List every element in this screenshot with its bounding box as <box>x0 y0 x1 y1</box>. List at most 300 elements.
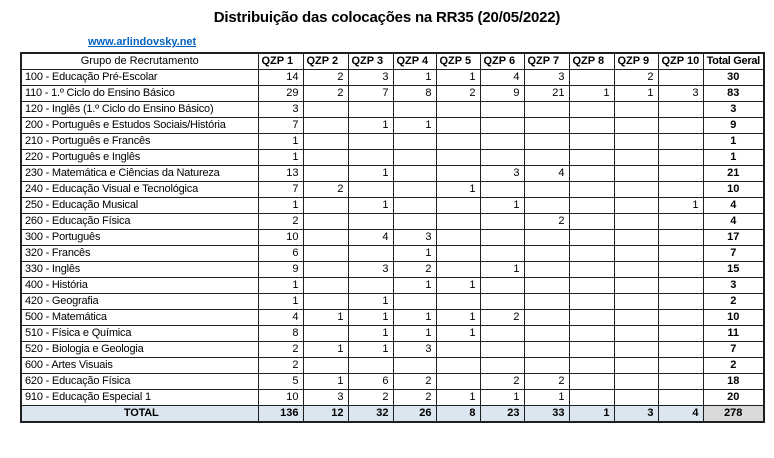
cell-qzp-9 <box>614 262 658 278</box>
cell-qzp-5: 1 <box>436 310 480 326</box>
cell-qzp-3: 1 <box>348 118 393 134</box>
cell-qzp-6: 1 <box>480 262 524 278</box>
row-label: 300 - Português <box>21 230 258 246</box>
row-label: 400 - História <box>21 278 258 294</box>
cell-qzp-10 <box>658 358 703 374</box>
cell-qzp-10 <box>658 310 703 326</box>
cell-qzp-2 <box>303 358 348 374</box>
table-row <box>21 390 764 406</box>
col-header-qzp-9: QZP 9 <box>614 53 658 70</box>
cell-qzp-4: 1 <box>393 70 436 86</box>
table-header-row <box>21 53 764 70</box>
cell-qzp-10 <box>658 134 703 150</box>
cell-qzp-6: 1 <box>480 390 524 406</box>
cell-qzp-5 <box>436 150 480 166</box>
cell-qzp-6: 2 <box>480 310 524 326</box>
cell-qzp-10 <box>658 230 703 246</box>
cell-qzp-3: 1 <box>348 166 393 182</box>
cell-qzp-1: 4 <box>258 310 303 326</box>
cell-qzp-1: 3 <box>258 102 303 118</box>
row-label: 600 - Artes Visuais <box>21 358 258 374</box>
cell-qzp-4: 1 <box>393 278 436 294</box>
cell-qzp-3: 3 <box>348 70 393 86</box>
cell-qzp-9: 1 <box>614 86 658 102</box>
cell-qzp-7 <box>524 118 569 134</box>
cell-qzp-4: 2 <box>393 390 436 406</box>
cell-qzp-10 <box>658 246 703 262</box>
cell-qzp-5: 1 <box>436 278 480 294</box>
table-row <box>21 214 764 230</box>
row-label: 230 - Matemática e Ciências da Natureza <box>21 166 258 182</box>
cell-qzp-5 <box>436 294 480 310</box>
cell-qzp-4 <box>393 134 436 150</box>
cell-qzp-6 <box>480 134 524 150</box>
table-row <box>21 70 764 86</box>
cell-qzp-1: 2 <box>258 358 303 374</box>
row-total-cell: 30 <box>703 70 764 86</box>
cell-qzp-8 <box>569 310 614 326</box>
cell-qzp-6 <box>480 150 524 166</box>
cell-qzp-7: 3 <box>524 70 569 86</box>
cell-qzp-1: 7 <box>258 118 303 134</box>
table-row <box>21 342 764 358</box>
cell-qzp-10 <box>658 182 703 198</box>
cell-qzp-6 <box>480 294 524 310</box>
row-total-cell: 9 <box>703 118 764 134</box>
row-label: 910 - Educação Especial 1 <box>21 390 258 406</box>
cell-qzp-10 <box>658 326 703 342</box>
cell-qzp-8 <box>569 118 614 134</box>
row-label: 330 - Inglês <box>21 262 258 278</box>
cell-qzp-4: 2 <box>393 262 436 278</box>
cell-qzp-8 <box>569 182 614 198</box>
cell-qzp-8 <box>569 342 614 358</box>
cell-qzp-3 <box>348 278 393 294</box>
cell-qzp-6 <box>480 326 524 342</box>
cell-qzp-8 <box>569 294 614 310</box>
cell-qzp-5 <box>436 358 480 374</box>
cell-qzp-4 <box>393 102 436 118</box>
cell-qzp-4: 1 <box>393 326 436 342</box>
cell-qzp-4: 1 <box>393 118 436 134</box>
cell-qzp-7 <box>524 246 569 262</box>
cell-qzp-8 <box>569 262 614 278</box>
cell-qzp-9 <box>614 342 658 358</box>
cell-qzp-3: 1 <box>348 198 393 214</box>
table-row <box>21 102 764 118</box>
cell-qzp-8 <box>569 166 614 182</box>
cell-qzp-2 <box>303 134 348 150</box>
cell-qzp-2: 3 <box>303 390 348 406</box>
cell-qzp-8 <box>569 326 614 342</box>
cell-qzp-5 <box>436 198 480 214</box>
table-row <box>21 134 764 150</box>
cell-qzp-7 <box>524 310 569 326</box>
col-header-qzp-4: QZP 4 <box>393 53 436 70</box>
cell-qzp-7 <box>524 278 569 294</box>
total-cell-qzp-2: 12 <box>303 406 348 423</box>
cell-qzp-5: 1 <box>436 70 480 86</box>
cell-qzp-1: 8 <box>258 326 303 342</box>
cell-qzp-6 <box>480 182 524 198</box>
table-row <box>21 358 764 374</box>
cell-qzp-2: 1 <box>303 374 348 390</box>
cell-qzp-5 <box>436 134 480 150</box>
cell-qzp-6: 3 <box>480 166 524 182</box>
row-label: 200 - Português e Estudos Sociais/História <box>21 118 258 134</box>
cell-qzp-9 <box>614 150 658 166</box>
cell-qzp-6 <box>480 102 524 118</box>
cell-qzp-9 <box>614 230 658 246</box>
cell-qzp-8 <box>569 278 614 294</box>
cell-qzp-8 <box>569 390 614 406</box>
table-row <box>21 86 764 102</box>
cell-qzp-1: 5 <box>258 374 303 390</box>
cell-qzp-7 <box>524 294 569 310</box>
cell-qzp-1: 9 <box>258 262 303 278</box>
row-total-cell: 2 <box>703 294 764 310</box>
cell-qzp-3: 1 <box>348 342 393 358</box>
cell-qzp-1: 29 <box>258 86 303 102</box>
row-total-cell: 1 <box>703 150 764 166</box>
row-total-cell: 7 <box>703 342 764 358</box>
cell-qzp-1: 6 <box>258 246 303 262</box>
cell-qzp-9 <box>614 214 658 230</box>
row-total-cell: 10 <box>703 310 764 326</box>
cell-qzp-10 <box>658 278 703 294</box>
table-row <box>21 374 764 390</box>
row-total-cell: 83 <box>703 86 764 102</box>
cell-qzp-2 <box>303 102 348 118</box>
total-row-label: TOTAL <box>21 406 258 423</box>
cell-qzp-5: 1 <box>436 182 480 198</box>
cell-qzp-3: 4 <box>348 230 393 246</box>
cell-qzp-5 <box>436 166 480 182</box>
cell-qzp-1: 1 <box>258 134 303 150</box>
cell-qzp-4: 2 <box>393 374 436 390</box>
website-link[interactable]: www.arlindovsky.net <box>88 36 197 48</box>
col-header-total-geral: Total Geral <box>703 53 764 70</box>
grand-total-cell: 278 <box>703 406 764 423</box>
cell-qzp-10 <box>658 150 703 166</box>
total-row <box>21 406 764 423</box>
cell-qzp-2 <box>303 278 348 294</box>
col-header-qzp-8: QZP 8 <box>569 53 614 70</box>
cell-qzp-7: 1 <box>524 390 569 406</box>
cell-qzp-7: 21 <box>524 86 569 102</box>
cell-qzp-7: 4 <box>524 166 569 182</box>
cell-qzp-5: 1 <box>436 326 480 342</box>
cell-qzp-3 <box>348 134 393 150</box>
cell-qzp-6: 9 <box>480 86 524 102</box>
cell-qzp-2 <box>303 294 348 310</box>
cell-qzp-9 <box>614 358 658 374</box>
cell-qzp-5 <box>436 342 480 358</box>
cell-qzp-3: 7 <box>348 86 393 102</box>
cell-qzp-6 <box>480 230 524 246</box>
table-row <box>21 246 764 262</box>
row-label: 510 - Física e Química <box>21 326 258 342</box>
cell-qzp-8 <box>569 374 614 390</box>
cell-qzp-10 <box>658 294 703 310</box>
total-cell-qzp-5: 8 <box>436 406 480 423</box>
table-row <box>21 310 764 326</box>
cell-qzp-5 <box>436 262 480 278</box>
row-label: 100 - Educação Pré-Escolar <box>21 70 258 86</box>
cell-qzp-3: 1 <box>348 294 393 310</box>
row-label: 520 - Biologia e Geologia <box>21 342 258 358</box>
cell-qzp-5 <box>436 214 480 230</box>
cell-qzp-1: 1 <box>258 150 303 166</box>
row-total-cell: 1 <box>703 134 764 150</box>
col-header-qzp-7: QZP 7 <box>524 53 569 70</box>
total-cell-qzp-8: 1 <box>569 406 614 423</box>
cell-qzp-3 <box>348 102 393 118</box>
cell-qzp-1: 10 <box>258 390 303 406</box>
cell-qzp-2: 2 <box>303 70 348 86</box>
cell-qzp-4: 3 <box>393 342 436 358</box>
cell-qzp-5: 1 <box>436 390 480 406</box>
row-total-cell: 3 <box>703 278 764 294</box>
cell-qzp-9 <box>614 166 658 182</box>
cell-qzp-8 <box>569 230 614 246</box>
cell-qzp-10 <box>658 70 703 86</box>
cell-qzp-7 <box>524 102 569 118</box>
row-label: 120 - Inglês (1.º Ciclo do Ensino Básico) <box>21 102 258 118</box>
cell-qzp-4 <box>393 294 436 310</box>
table-row <box>21 278 764 294</box>
total-cell-qzp-7: 33 <box>524 406 569 423</box>
cell-qzp-3 <box>348 246 393 262</box>
cell-qzp-2 <box>303 198 348 214</box>
cell-qzp-5 <box>436 374 480 390</box>
row-label: 220 - Português e Inglês <box>21 150 258 166</box>
cell-qzp-4 <box>393 358 436 374</box>
cell-qzp-2 <box>303 150 348 166</box>
cell-qzp-1: 2 <box>258 342 303 358</box>
cell-qzp-7: 2 <box>524 214 569 230</box>
cell-qzp-5 <box>436 230 480 246</box>
cell-qzp-5 <box>436 118 480 134</box>
cell-qzp-9 <box>614 182 658 198</box>
row-label: 240 - Educação Visual e Tecnológica <box>21 182 258 198</box>
cell-qzp-9 <box>614 246 658 262</box>
cell-qzp-4 <box>393 198 436 214</box>
cell-qzp-1: 14 <box>258 70 303 86</box>
cell-qzp-7 <box>524 342 569 358</box>
col-header-qzp-5: QZP 5 <box>436 53 480 70</box>
cell-qzp-7 <box>524 134 569 150</box>
cell-qzp-9 <box>614 118 658 134</box>
cell-qzp-10 <box>658 118 703 134</box>
cell-qzp-3: 1 <box>348 326 393 342</box>
col-header-qzp-2: QZP 2 <box>303 53 348 70</box>
cell-qzp-2 <box>303 262 348 278</box>
total-cell-qzp-3: 32 <box>348 406 393 423</box>
cell-qzp-3: 6 <box>348 374 393 390</box>
cell-qzp-6: 2 <box>480 374 524 390</box>
table-row <box>21 326 764 342</box>
cell-qzp-10 <box>658 374 703 390</box>
cell-qzp-2: 1 <box>303 342 348 358</box>
cell-qzp-1: 13 <box>258 166 303 182</box>
col-header-qzp-6: QZP 6 <box>480 53 524 70</box>
row-total-cell: 17 <box>703 230 764 246</box>
cell-qzp-5 <box>436 102 480 118</box>
cell-qzp-4 <box>393 150 436 166</box>
table-row <box>21 182 764 198</box>
row-label: 320 - Francês <box>21 246 258 262</box>
cell-qzp-3 <box>348 182 393 198</box>
row-total-cell: 11 <box>703 326 764 342</box>
table-row <box>21 262 764 278</box>
cell-qzp-3 <box>348 358 393 374</box>
col-header-qzp-3: QZP 3 <box>348 53 393 70</box>
cell-qzp-3: 2 <box>348 390 393 406</box>
row-total-cell: 10 <box>703 182 764 198</box>
row-label: 420 - Geografia <box>21 294 258 310</box>
row-label: 500 - Matemática <box>21 310 258 326</box>
row-label: 260 - Educação Física <box>21 214 258 230</box>
cell-qzp-9 <box>614 326 658 342</box>
cell-qzp-4 <box>393 214 436 230</box>
cell-qzp-2 <box>303 326 348 342</box>
row-total-cell: 15 <box>703 262 764 278</box>
total-cell-qzp-4: 26 <box>393 406 436 423</box>
table-row <box>21 198 764 214</box>
cell-qzp-8 <box>569 198 614 214</box>
cell-qzp-9 <box>614 390 658 406</box>
cell-qzp-2 <box>303 230 348 246</box>
table-row <box>21 294 764 310</box>
cell-qzp-9: 2 <box>614 70 658 86</box>
cell-qzp-7: 2 <box>524 374 569 390</box>
cell-qzp-7 <box>524 230 569 246</box>
cell-qzp-6: 1 <box>480 198 524 214</box>
cell-qzp-10 <box>658 342 703 358</box>
cell-qzp-2: 2 <box>303 182 348 198</box>
col-header-qzp-1: QZP 1 <box>258 53 303 70</box>
row-label: 110 - 1.º Ciclo do Ensino Básico <box>21 86 258 102</box>
cell-qzp-9 <box>614 102 658 118</box>
cell-qzp-8 <box>569 134 614 150</box>
row-total-cell: 2 <box>703 358 764 374</box>
cell-qzp-6: 4 <box>480 70 524 86</box>
cell-qzp-8 <box>569 214 614 230</box>
cell-qzp-2: 1 <box>303 310 348 326</box>
cell-qzp-7 <box>524 182 569 198</box>
col-header-grupo-recrutamento: Grupo de Recrutamento <box>21 53 258 70</box>
cell-qzp-6 <box>480 278 524 294</box>
cell-qzp-7 <box>524 326 569 342</box>
cell-qzp-7 <box>524 150 569 166</box>
cell-qzp-10: 1 <box>658 198 703 214</box>
total-cell-qzp-9: 3 <box>614 406 658 423</box>
colocacoes-table <box>20 52 765 423</box>
cell-qzp-8 <box>569 70 614 86</box>
cell-qzp-8 <box>569 150 614 166</box>
cell-qzp-9 <box>614 278 658 294</box>
row-total-cell: 21 <box>703 166 764 182</box>
table-row <box>21 166 764 182</box>
row-total-cell: 4 <box>703 198 764 214</box>
cell-qzp-5: 2 <box>436 86 480 102</box>
row-label: 250 - Educação Musical <box>21 198 258 214</box>
cell-qzp-7 <box>524 262 569 278</box>
cell-qzp-2 <box>303 246 348 262</box>
cell-qzp-8 <box>569 358 614 374</box>
cell-qzp-9 <box>614 294 658 310</box>
cell-qzp-6 <box>480 214 524 230</box>
cell-qzp-9 <box>614 198 658 214</box>
cell-qzp-2: 2 <box>303 86 348 102</box>
cell-qzp-10 <box>658 214 703 230</box>
total-cell-qzp-6: 23 <box>480 406 524 423</box>
cell-qzp-6 <box>480 118 524 134</box>
cell-qzp-5 <box>436 246 480 262</box>
cell-qzp-8: 1 <box>569 86 614 102</box>
cell-qzp-9 <box>614 374 658 390</box>
cell-qzp-4: 1 <box>393 246 436 262</box>
table-row <box>21 230 764 246</box>
row-total-cell: 20 <box>703 390 764 406</box>
cell-qzp-8 <box>569 102 614 118</box>
cell-qzp-10 <box>658 262 703 278</box>
row-total-cell: 4 <box>703 214 764 230</box>
cell-qzp-1: 1 <box>258 198 303 214</box>
row-total-cell: 7 <box>703 246 764 262</box>
col-header-qzp-10: QZP 10 <box>658 53 703 70</box>
page-title: Distribuição das colocações na RR35 (20/05/2022) <box>213 9 561 26</box>
table-row <box>21 118 764 134</box>
cell-qzp-10 <box>658 166 703 182</box>
cell-qzp-6 <box>480 246 524 262</box>
cell-qzp-9 <box>614 310 658 326</box>
table-row <box>21 150 764 166</box>
cell-qzp-1: 10 <box>258 230 303 246</box>
cell-qzp-3 <box>348 214 393 230</box>
cell-qzp-10: 3 <box>658 86 703 102</box>
total-cell-qzp-1: 136 <box>258 406 303 423</box>
cell-qzp-7 <box>524 358 569 374</box>
cell-qzp-3: 3 <box>348 262 393 278</box>
cell-qzp-2 <box>303 166 348 182</box>
cell-qzp-4 <box>393 182 436 198</box>
cell-qzp-4: 1 <box>393 310 436 326</box>
cell-qzp-8 <box>569 246 614 262</box>
cell-qzp-4 <box>393 166 436 182</box>
cell-qzp-7 <box>524 198 569 214</box>
cell-qzp-3: 1 <box>348 310 393 326</box>
cell-qzp-1: 7 <box>258 182 303 198</box>
cell-qzp-10 <box>658 102 703 118</box>
cell-qzp-1: 1 <box>258 294 303 310</box>
cell-qzp-4: 3 <box>393 230 436 246</box>
cell-qzp-6 <box>480 358 524 374</box>
cell-qzp-10 <box>658 390 703 406</box>
cell-qzp-6 <box>480 342 524 358</box>
cell-qzp-3 <box>348 150 393 166</box>
cell-qzp-9 <box>614 134 658 150</box>
cell-qzp-2 <box>303 214 348 230</box>
cell-qzp-2 <box>303 118 348 134</box>
row-total-cell: 18 <box>703 374 764 390</box>
cell-qzp-4: 8 <box>393 86 436 102</box>
total-cell-qzp-10: 4 <box>658 406 703 423</box>
cell-qzp-1: 2 <box>258 214 303 230</box>
row-label: 620 - Educação Física <box>21 374 258 390</box>
row-total-cell: 3 <box>703 102 764 118</box>
